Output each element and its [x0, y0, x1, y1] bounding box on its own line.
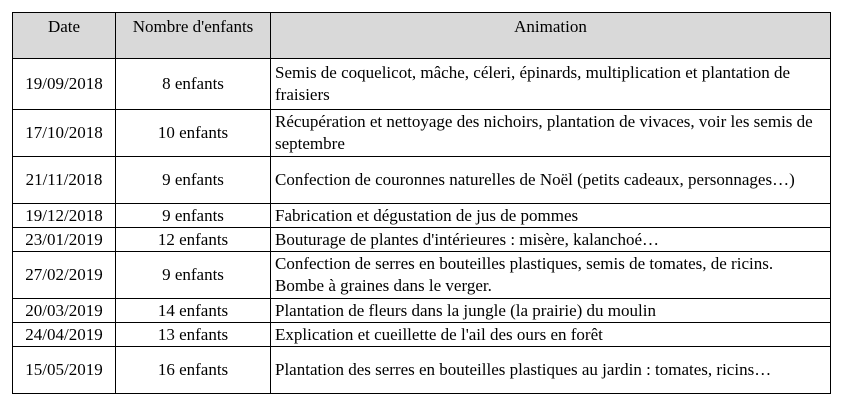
cell-children: 10 enfants	[116, 110, 271, 157]
cell-children: 16 enfants	[116, 347, 271, 394]
table-row	[13, 204, 831, 228]
header-date: Date	[13, 13, 116, 59]
table-body	[13, 59, 831, 394]
cell-children: 8 enfants	[116, 59, 271, 110]
cell-date: 17/10/2018	[13, 110, 116, 157]
table-header	[13, 13, 831, 59]
table-row	[13, 157, 831, 204]
cell-children: 9 enfants	[116, 252, 271, 299]
cell-activity: Récupération et nettoyage des nichoirs, plantation de vivaces, voir les semis de septembre	[271, 110, 831, 157]
activities-table	[12, 12, 831, 394]
table-row	[13, 299, 831, 323]
header-activity: Animation	[271, 13, 831, 59]
cell-activity: Plantation des serres en bouteilles plastiques au jardin : tomates, ricins…	[271, 347, 831, 394]
cell-activity: Explication et cueillette de l'ail des ours en forêt	[271, 323, 831, 347]
cell-date: 20/03/2019	[13, 299, 116, 323]
table-row	[13, 59, 831, 110]
table-row	[13, 323, 831, 347]
cell-activity: Confection de serres en bouteilles plastiques, semis de tomates, de ricins. Bombe à graines dans le verger.	[271, 252, 831, 299]
cell-date: 23/01/2019	[13, 228, 116, 252]
cell-children: 9 enfants	[116, 157, 271, 204]
cell-activity: Bouturage de plantes d'intérieures : misère, kalanchoé…	[271, 228, 831, 252]
header-children: Nombre d'enfants	[116, 13, 271, 59]
cell-date: 21/11/2018	[13, 157, 116, 204]
cell-children: 14 enfants	[116, 299, 271, 323]
cell-children: 9 enfants	[116, 204, 271, 228]
header-row	[13, 13, 831, 59]
cell-activity: Confection de couronnes naturelles de Noël (petits cadeaux, personnages…)	[271, 157, 831, 204]
cell-date: 19/12/2018	[13, 204, 116, 228]
cell-date: 27/02/2019	[13, 252, 116, 299]
table-row	[13, 228, 831, 252]
table-row	[13, 252, 831, 299]
table-row	[13, 110, 831, 157]
cell-activity: Semis de coquelicot, mâche, céleri, épinards, multiplication et plantation de fraisiers	[271, 59, 831, 110]
cell-children: 13 enfants	[116, 323, 271, 347]
table-row	[13, 347, 831, 394]
cell-date: 24/04/2019	[13, 323, 116, 347]
cell-activity: Plantation de fleurs dans la jungle (la prairie) du moulin	[271, 299, 831, 323]
cell-children: 12 enfants	[116, 228, 271, 252]
cell-date: 15/05/2019	[13, 347, 116, 394]
cell-activity: Fabrication et dégustation de jus de pommes	[271, 204, 831, 228]
cell-date: 19/09/2018	[13, 59, 116, 110]
